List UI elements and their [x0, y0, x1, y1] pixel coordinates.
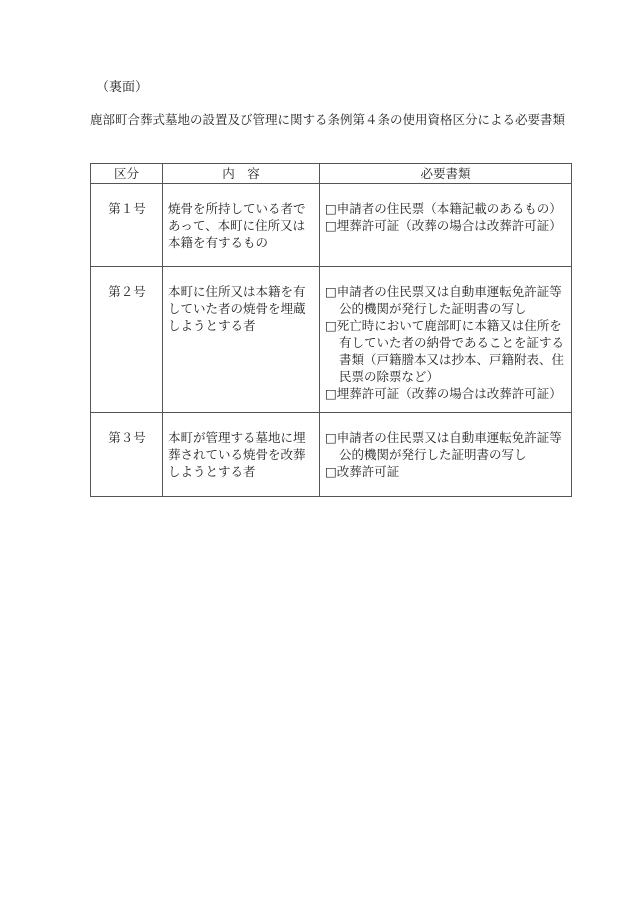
document-item: □死亡時において鹿部町に本籍又は住所を有していた者の納骨であることを証する書類（戸籍謄本又は抄本、戸籍附表、住民票の除票など） — [325, 318, 565, 384]
row-documents — [320, 184, 572, 267]
row-documents — [320, 413, 572, 497]
document-item: □埋葬許可証（改葬の場合は改葬許可証） — [325, 218, 562, 233]
requirements-table — [90, 163, 572, 497]
table-row — [91, 267, 572, 413]
ura-label: （裏面） — [96, 80, 149, 95]
header-documents: 必要書類 — [320, 164, 572, 184]
document-item: □申請者の住民票又は自動車運転免許証等公的機関が発行した証明書の写し — [325, 430, 562, 462]
table-row — [91, 413, 572, 497]
row-category: 第２号 — [91, 267, 163, 413]
document-item: □申請者の住民票又は自動車運転免許証等公的機関が発行した証明書の写し — [325, 284, 562, 316]
row-content: 本町が管理する墓地に埋葬されている焼骨を改葬しようとする者 — [163, 413, 320, 497]
row-content: 焼骨を所持している者であって、本町に住所又は本籍を有するもの — [163, 184, 320, 267]
row-documents — [320, 267, 572, 413]
document-item: □改葬許可証 — [325, 464, 400, 479]
row-category: 第１号 — [91, 184, 163, 267]
document-item: □申請者の住民票（本籍記載のあるもの） — [325, 201, 562, 216]
header-category: 区分 — [91, 164, 163, 184]
row-category: 第３号 — [91, 413, 163, 497]
table-header-row — [91, 164, 572, 184]
row-content: 本町に住所又は本籍を有していた者の焼骨を埋蔵しようとする者 — [163, 267, 320, 413]
table-row — [91, 184, 572, 267]
header-content: 内 容 — [163, 164, 320, 184]
document-heading: 鹿部町合葬式墓地の設置及び管理に関する条例第４条の使用資格区分による必要書類 — [90, 112, 566, 127]
document-item: □埋葬許可証（改葬の場合は改葬許可証） — [325, 386, 562, 401]
